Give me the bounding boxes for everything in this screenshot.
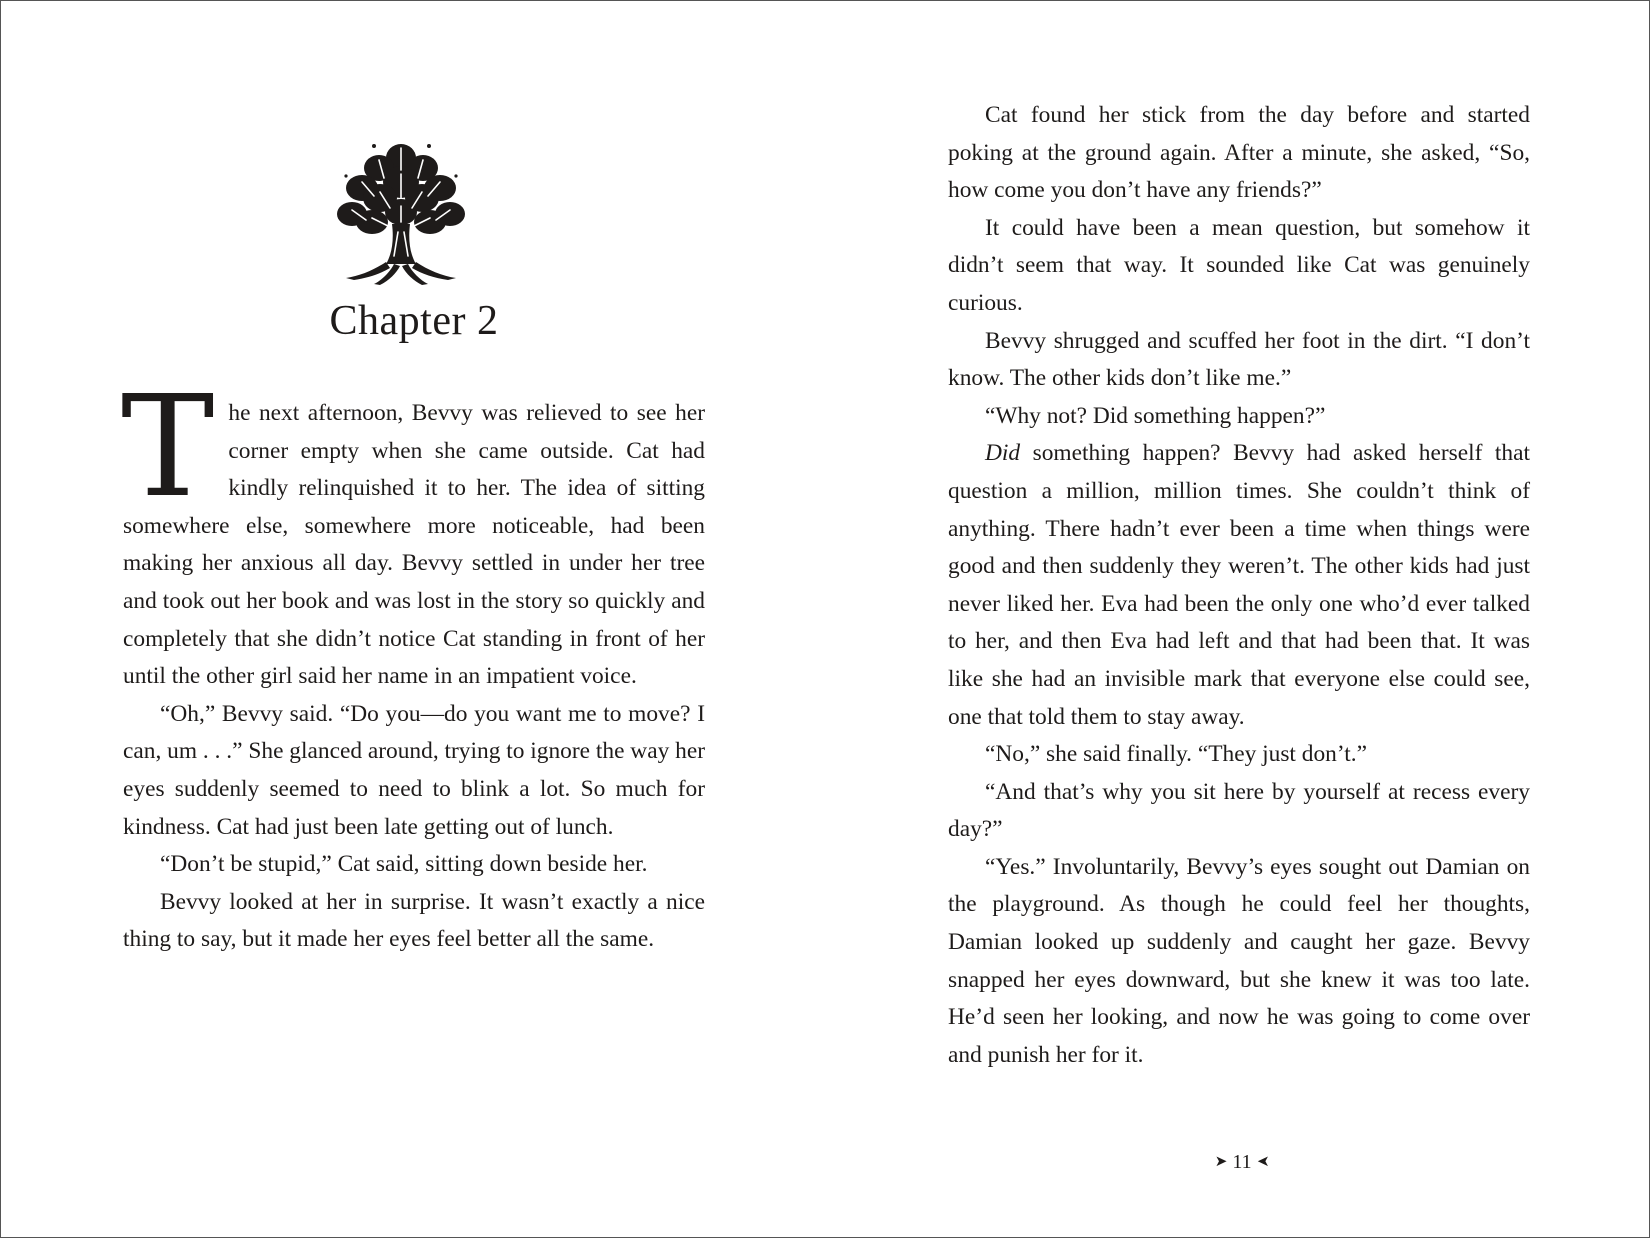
paragraph: “Oh,” Bevvy said. “Do you—do you want me to move? I can, um . . .” She glanced around, trying to ignore the way her eyes suddenly seemed to need to blink a lot. So much for kindness. Cat had just been late getting out of lunch. bbox=[123, 700, 705, 840]
page-number bbox=[1207, 1151, 1277, 1174]
paragraph: Bevvy shrugged and scuffed her foot in the dirt. “I don’t know. The other kids don’t like me.” bbox=[948, 327, 1530, 392]
arrow-right-ornament-icon: ➤ bbox=[1214, 1154, 1228, 1170]
paragraph: “Why not? Did something happen?” bbox=[985, 402, 1326, 429]
paragraph: “Yes.” Involuntarily, Bevvy’s eyes sought out Damian on the playground. As though he could feel her thoughts, Damian looked up suddenly and caught her gaze. Bevvy snapped her eyes downward, but she knew it was too late. He’d seen her looking, and now he was going to come over and punish her for it. bbox=[948, 853, 1530, 1068]
left-page-text bbox=[121, 366, 705, 959]
paragraph: It could have been a mean question, but somehow it didn’t seem that way. It sounded like Cat was genuinely curious. bbox=[948, 214, 1530, 316]
chapter-title: Chapter 2 bbox=[329, 298, 499, 344]
oak-tree-icon bbox=[334, 136, 468, 288]
paragraph: “Don’t be stupid,” Cat said, sitting down beside her. bbox=[160, 851, 648, 878]
paragraph: Cat found her stick from the day before and started poking at the ground again. After a minute, she asked, “So, how come you don’t have any friends?” bbox=[948, 102, 1530, 204]
italic-emphasis: Did bbox=[985, 440, 1021, 467]
drop-cap: T bbox=[121, 366, 215, 529]
right-page-text bbox=[948, 97, 1530, 1074]
arrow-left-ornament-icon: ➤ bbox=[1256, 1154, 1270, 1170]
paragraph: “And that’s why you sit here by yourself at recess every day?” bbox=[948, 778, 1530, 843]
opening-paragraph bbox=[121, 366, 705, 696]
paragraph bbox=[948, 435, 1530, 736]
paragraph-text: something happen? Bevvy had asked herself that question a million, million times. She couldn’t think of anything. There hadn’t ever been a time when things were good and then suddenly they weren’t. The other kids had just never liked her. Eva had been the only one who’d ever talked to her, and then Eva had left and that had been that. It was like she had an invisible mark that everyone else could see, one that told them to stay away. bbox=[948, 440, 1530, 730]
paragraph: “No,” she said finally. “They just don’t.” bbox=[985, 741, 1367, 768]
paragraph: Bevvy looked at her in surprise. It wasn’t exactly a nice thing to say, but it made her eyes feel better all the same. bbox=[123, 888, 705, 953]
opening-paragraph-text: he next afternoon, Bevvy was relieved to see her corner empty when she came outside. Cat had kindly relinquished it to her. The idea of sitting somewhere else, somewhere more noticeable, had been making her anxious all day. Bevvy settled in under her tree and took out her book and was lost in the story so quickly and completely that she didn’t notice Cat standing in front of her until the other girl said her name in an impatient voice. bbox=[123, 400, 705, 690]
page-number-text: 11 bbox=[1232, 1151, 1252, 1173]
